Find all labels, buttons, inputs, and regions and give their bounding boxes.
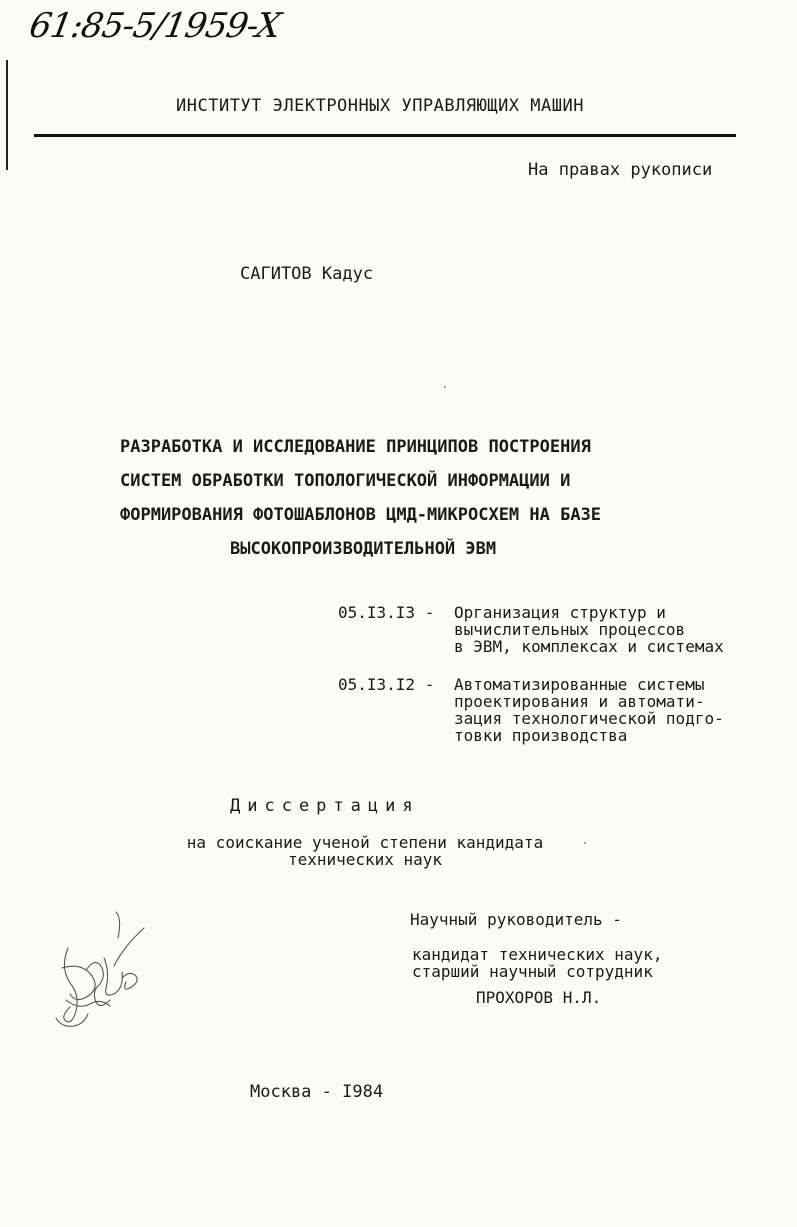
dissertation-title (120, 430, 640, 566)
title-line: ФОРМИРОВАНИЯ ФОТОШАБЛОНОВ ЦМД-МИКРОСХЕМ НА БАЗЕ (120, 505, 602, 525)
institute-name: ИНСТИТУТ ЭЛЕКТРОННЫХ УПРАВЛЯЮЩИХ МАШИН (176, 96, 584, 116)
paper-speck (444, 386, 446, 388)
advisor-credentials (412, 946, 662, 980)
advisor-label: Научный руководитель - (410, 910, 622, 929)
header-divider (34, 134, 736, 137)
dissertation-label: Диссертация (230, 796, 420, 816)
degree-line: на соискание ученой степени кандидата (186, 833, 544, 852)
degree-statement (160, 834, 570, 868)
specialty-entry (338, 604, 764, 655)
specialty-code: 05.I3.I2 - (338, 675, 435, 694)
title-line: СИСТЕМ ОБРАБОТКИ ТОПОЛОГИЧЕСКОЙ ИНФОРМАЦИИ И (120, 471, 571, 491)
paper-speck (584, 842, 586, 844)
specialty-code: 05.I3.I3 - (338, 603, 435, 622)
title-line: ВЫСОКОПРОИЗВОДИТЕЛЬНОЙ ЭВМ (230, 539, 497, 559)
degree-line: технических наук (287, 850, 443, 869)
specialty-entry (338, 676, 764, 744)
specialty-description: Автоматизированные системы проектирования и автомати- зация технологической подго- товки производства (454, 675, 724, 745)
author-name: САГИТОВ Кадус (240, 264, 374, 284)
specialty-description: Организация структур и вычислительных процессов в ЭВМ, комплексах и системах (454, 603, 724, 656)
advisor-credential-line: кандидат технических наук, (412, 945, 663, 964)
advisor-name: ПРОХОРОВ Н.Л. (476, 988, 602, 1007)
signature-scribble (48, 908, 158, 1038)
handwritten-shelfmark: 61:85-5/1959-X (26, 6, 284, 46)
advisor-credential-line: старший научный сотрудник (412, 962, 653, 981)
rights-note: На правах рукописи (528, 160, 713, 180)
title-line: РАЗРАБОТКА И ИССЛЕДОВАНИЕ ПРИНЦИПОВ ПОСТРОЕНИЯ (120, 437, 591, 457)
city-year: Москва - I984 (250, 1082, 384, 1102)
